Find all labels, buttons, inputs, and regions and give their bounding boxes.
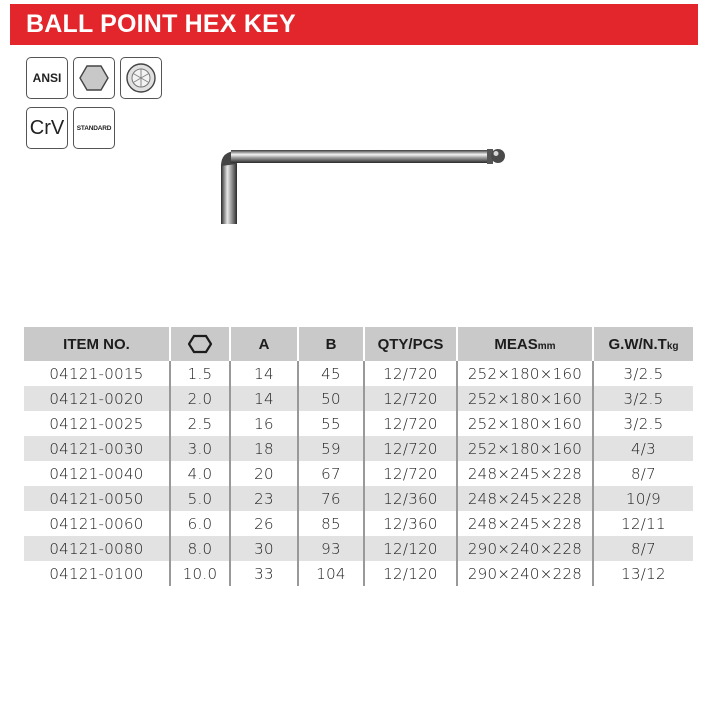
cell-weight: 3/2.5 [593, 411, 693, 436]
table-row [24, 536, 693, 561]
cell-item: 04121-0025 [49, 414, 144, 433]
cell-weight: 12/11 [593, 511, 693, 536]
cell-meas: 248×245×228 [457, 486, 593, 511]
column-header-b: B [298, 327, 364, 361]
cell-weight: 8/7 [593, 461, 693, 486]
table-row [24, 361, 693, 386]
cell-item: 04121-0030 [24, 436, 170, 461]
table-header-row [24, 327, 693, 361]
cell-item: 04121-0040 [49, 464, 144, 483]
cell-b: 59 [298, 436, 364, 461]
weight-label: G.W/N.T [608, 335, 667, 353]
cell-a: 18 [230, 436, 298, 461]
cell-qty: 12/360 [364, 486, 457, 511]
weight-unit: kg [666, 340, 679, 352]
standard-label: STANDARD [76, 124, 112, 132]
table-row [24, 411, 693, 436]
cell-qty: 12/720 [364, 411, 457, 436]
cell-meas: 252×180×160 [457, 411, 593, 436]
meas-label: MEAS [494, 335, 538, 353]
column-header-a: A [230, 327, 298, 361]
cell-b: 76 [298, 486, 364, 511]
ball-end-icon [120, 57, 162, 99]
hexagon-icon [188, 334, 212, 354]
cell-qty: 12/120 [364, 536, 457, 561]
cell-b: 93 [298, 536, 364, 561]
cell-a: 14 [230, 386, 298, 411]
table-row [24, 461, 693, 486]
cell-weight: 10/9 [593, 486, 693, 511]
cell-meas: 248×245×228 [457, 511, 593, 536]
cell-b: 85 [298, 511, 364, 536]
cell-a: 20 [230, 461, 298, 486]
cell-item: 04121-0050 [24, 486, 170, 511]
ansi-label: ANSI [32, 71, 62, 85]
cell-b: 55 [298, 411, 364, 436]
cell-b: 104 [298, 561, 364, 586]
cell-a: 14 [230, 361, 298, 386]
cell-item: 04121-0020 [24, 386, 170, 411]
cell-size: 5.0 [170, 486, 230, 511]
cell-qty: 12/360 [364, 511, 457, 536]
table-row [24, 511, 693, 536]
cell-size: 3.0 [170, 436, 230, 461]
crv-badge [26, 107, 68, 149]
cell-weight: 8/7 [593, 536, 693, 561]
table-row [24, 486, 693, 511]
column-header-meas [457, 327, 593, 361]
crv-label: CrV [29, 116, 65, 139]
spec-table [24, 327, 693, 586]
cell-size: 2.0 [170, 386, 230, 411]
cell-meas: 248×245×228 [457, 461, 593, 486]
cell-size: 4.0 [170, 461, 230, 486]
cell-qty: 12/720 [364, 461, 457, 486]
column-header-qty: QTY/PCS [364, 327, 457, 361]
table-row [24, 436, 693, 461]
table-row [24, 561, 693, 586]
cell-qty: 12/720 [364, 386, 457, 411]
cell-size: 6.0 [170, 511, 230, 536]
cell-size: 8.0 [170, 536, 230, 561]
ansi-badge [26, 57, 68, 99]
cell-meas: 252×180×160 [457, 436, 593, 461]
column-header-weight [593, 327, 693, 361]
cell-weight: 4/3 [593, 436, 693, 461]
hex-key-image [215, 140, 515, 230]
cell-a: 23 [230, 486, 298, 511]
cell-meas: 290×240×228 [457, 561, 593, 586]
cell-meas: 252×180×160 [457, 386, 593, 411]
cell-weight: 3/2.5 [593, 361, 693, 386]
standard-badge [73, 107, 115, 149]
cell-a: 16 [230, 411, 298, 436]
cell-meas: 290×240×228 [457, 536, 593, 561]
hexagon-icon [73, 57, 115, 99]
cell-qty: 12/120 [364, 561, 457, 586]
cell-size: 1.5 [170, 361, 230, 386]
cell-item: 04121-0080 [24, 536, 170, 561]
cell-size: 10.0 [170, 561, 230, 586]
spec-table-body [24, 361, 693, 586]
cell-qty: 12/720 [364, 436, 457, 461]
cell-b: 50 [298, 386, 364, 411]
cell-qty: 12/720 [364, 361, 457, 386]
cell-a: 33 [230, 561, 298, 586]
page-title: BALL POINT HEX KEY [10, 4, 698, 45]
cell-item: 04121-0100 [49, 564, 144, 583]
cell-a: 26 [230, 511, 298, 536]
cell-a: 30 [230, 536, 298, 561]
cell-meas: 252×180×160 [457, 361, 593, 386]
cell-size: 2.5 [170, 411, 230, 436]
cell-weight: 13/12 [593, 561, 693, 586]
cell-b: 67 [298, 461, 364, 486]
cell-weight: 3/2.5 [593, 386, 693, 411]
column-header-item: ITEM NO. [24, 327, 170, 361]
table-row [24, 386, 693, 411]
meas-unit: mm [537, 340, 556, 352]
cell-item: 04121-0060 [49, 514, 144, 533]
column-header-size [170, 327, 230, 361]
cell-b: 45 [298, 361, 364, 386]
cell-item: 04121-0015 [49, 364, 144, 383]
